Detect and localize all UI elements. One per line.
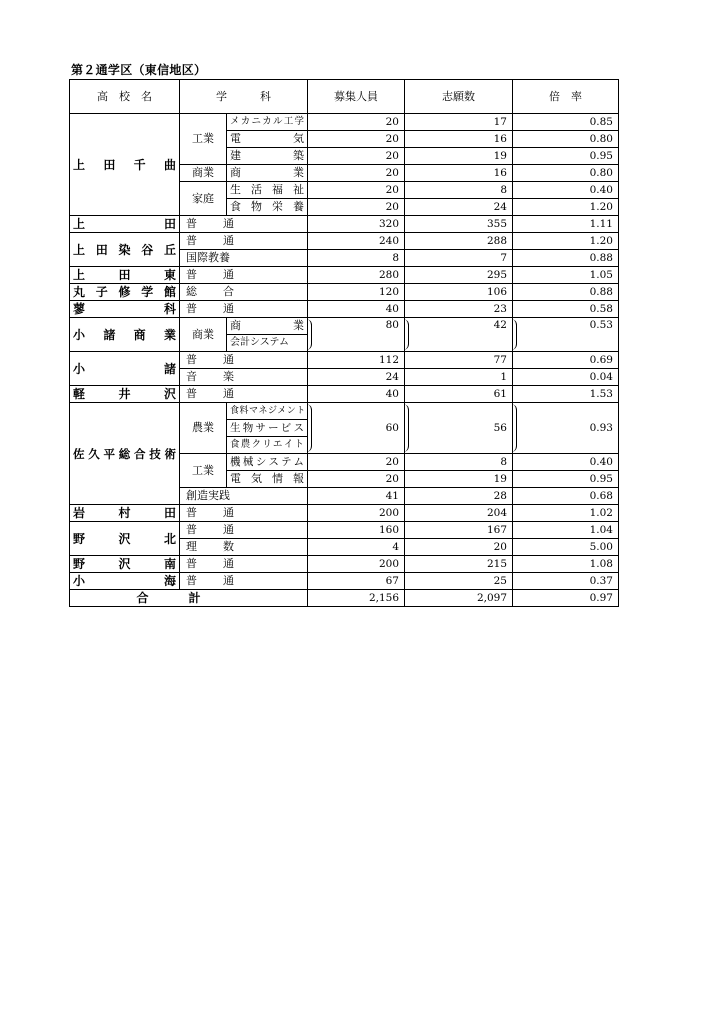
table-row [70,284,619,301]
capacity-cell: 20 [308,165,405,182]
ratio-cell: 0.04 [513,369,619,386]
category-label: 商業 [180,318,227,352]
table-row [70,573,619,590]
applicants-cell: 16 [405,165,513,182]
school-name: 上田東 [70,267,180,284]
ratio-cell: 5.00 [513,539,619,556]
dept-name: 理数 [180,539,308,556]
table-row [70,556,619,573]
table-row [70,505,619,522]
capacity-cell: 200 [308,505,405,522]
table-row [70,216,619,233]
brace-mark [513,319,518,350]
applicants-cell: 1 [405,369,513,386]
ratio-cell: 0.37 [513,573,619,590]
applicants-cell: 61 [405,386,513,403]
capacity-cell: 67 [308,573,405,590]
capacity-cell: 60 [308,403,405,454]
header-capacity: 募集人員 [308,80,405,114]
brace-mark [405,404,410,452]
brace-mark [405,319,410,350]
school-name: 岩村田 [70,505,180,522]
applicants-cell: 16 [405,131,513,148]
ratio-cell: 0.85 [513,114,619,131]
table-row [70,352,619,369]
total-label: 合計 [70,590,308,607]
ratio-cell: 1.53 [513,386,619,403]
capacity-cell: 8 [308,250,405,267]
dept-name: 食料マネジメント [227,403,308,420]
applicants-cell: 28 [405,488,513,505]
table-row [70,233,619,250]
dept-name: 音楽 [180,369,308,386]
ratio-cell: 0.95 [513,148,619,165]
capacity-cell: 80 [308,318,405,352]
brace-mark [513,404,518,452]
capacity-cell: 240 [308,233,405,250]
school-name: 野沢南 [70,556,180,573]
applicants-cell: 19 [405,148,513,165]
brace-mark [308,319,313,350]
dept-name: 商業 [227,318,308,335]
category-label: 工業 [180,454,227,488]
capacity-cell: 20 [308,199,405,216]
capacity-cell: 41 [308,488,405,505]
school-name: 軽井沢 [70,386,180,403]
ratio-cell: 1.05 [513,267,619,284]
dept-name: 国際教養 [180,250,308,267]
header-applicants: 志願数 [405,80,513,114]
dept-name: 普通 [180,556,308,573]
applicants-cell: 17 [405,114,513,131]
dept-name: 総合 [180,284,308,301]
school-name: 小海 [70,573,180,590]
capacity-cell: 280 [308,267,405,284]
dept-name: 創造実践 [180,488,308,505]
capacity-cell: 20 [308,114,405,131]
dept-name: 普通 [180,216,308,233]
applicants-cell: 355 [405,216,513,233]
table-row [70,267,619,284]
dept-name: 普通 [180,267,308,284]
table-row [70,301,619,318]
dept-name: 普通 [180,522,308,539]
header-ratio: 倍 率 [513,80,619,114]
brace-mark [308,404,313,452]
header-school: 高 校 名 [70,80,180,114]
capacity-cell: 40 [308,301,405,318]
applicants-cell: 204 [405,505,513,522]
school-name: 上田染谷丘 [70,233,180,267]
school-name: 佐久平総合技術 [70,403,180,505]
school-name: 上田 [70,216,180,233]
ratio-cell: 1.20 [513,199,619,216]
applicants-cell: 23 [405,301,513,318]
school-name: 野沢北 [70,522,180,556]
capacity-cell: 120 [308,284,405,301]
dept-name: 普通 [180,505,308,522]
capacity-cell: 320 [308,216,405,233]
table-row [70,522,619,539]
ratio-cell: 0.68 [513,488,619,505]
capacity-cell: 20 [308,182,405,199]
table-row [70,114,619,131]
ratio-cell: 0.80 [513,165,619,182]
dept-name: 普通 [180,301,308,318]
total-row [70,590,619,607]
dept-name: 電気 [227,131,308,148]
dept-name: 普通 [180,233,308,250]
dept-name: 生物サービス [227,420,308,437]
school-name: 小諸 [70,352,180,386]
school-name: 上田千曲 [70,114,180,216]
applicants-cell: 25 [405,573,513,590]
ratio-cell: 0.40 [513,454,619,471]
applicants-cell: 8 [405,182,513,199]
header-dept: 学 科 [180,80,308,114]
dept-name: 商業 [227,165,308,182]
capacity-cell: 20 [308,471,405,488]
ratio-cell: 0.53 [513,318,619,352]
school-name: 小諸商業 [70,318,180,352]
capacity-cell: 40 [308,386,405,403]
applicants-cell: 167 [405,522,513,539]
ratio-cell: 0.40 [513,182,619,199]
applicants-cell: 24 [405,199,513,216]
applicants-cell: 8 [405,454,513,471]
category-label: 家庭 [180,182,227,216]
total-ratio: 0.97 [513,590,619,607]
applicants-cell: 295 [405,267,513,284]
applicants-cell: 215 [405,556,513,573]
applicants-cell: 77 [405,352,513,369]
ratio-cell: 1.20 [513,233,619,250]
applicants-cell: 7 [405,250,513,267]
ratio-cell: 1.11 [513,216,619,233]
ratio-cell: 0.58 [513,301,619,318]
ratio-cell: 1.08 [513,556,619,573]
dept-name: 機械システム [227,454,308,471]
ratio-cell: 1.04 [513,522,619,539]
capacity-cell: 20 [308,148,405,165]
ratio-cell: 0.93 [513,403,619,454]
capacity-cell: 112 [308,352,405,369]
applicants-cell: 42 [405,318,513,352]
ratio-cell: 0.95 [513,471,619,488]
dept-name: 普通 [180,573,308,590]
capacity-cell: 20 [308,131,405,148]
applicants-cell: 288 [405,233,513,250]
ratio-cell: 0.69 [513,352,619,369]
dept-name: 食物栄養 [227,199,308,216]
applicants-cell: 56 [405,403,513,454]
dept-name: 建築 [227,148,308,165]
capacity-cell: 20 [308,454,405,471]
dept-name: 食農クリエイト [227,437,308,454]
total-applicants: 2,097 [405,590,513,607]
school-name: 丸子修学館 [70,284,180,301]
applicants-cell: 19 [405,471,513,488]
ratio-cell: 1.02 [513,505,619,522]
category-label: 農業 [180,403,227,454]
total-capacity: 2,156 [308,590,405,607]
dept-name: メカニカル工学 [227,114,308,131]
dept-name: 会計システム [227,335,308,352]
applicants-cell: 106 [405,284,513,301]
capacity-cell: 160 [308,522,405,539]
category-label: 商業 [180,165,227,182]
table-row [70,403,619,420]
header-row [70,80,619,114]
dept-name: 普通 [180,352,308,369]
ratio-cell: 0.80 [513,131,619,148]
ratio-cell: 0.88 [513,284,619,301]
capacity-cell: 4 [308,539,405,556]
capacity-cell: 24 [308,369,405,386]
table-row [70,386,619,403]
page-title: 第２通学区（東信地区） [71,63,207,77]
ratio-cell: 0.88 [513,250,619,267]
dept-name: 普通 [180,386,308,403]
school-name: 蓼科 [70,301,180,318]
dept-name: 生活福祉 [227,182,308,199]
applicants-cell: 20 [405,539,513,556]
table-row [70,318,619,335]
category-label: 工業 [180,114,227,165]
applicants-table [69,79,619,607]
capacity-cell: 200 [308,556,405,573]
dept-name: 電気情報 [227,471,308,488]
